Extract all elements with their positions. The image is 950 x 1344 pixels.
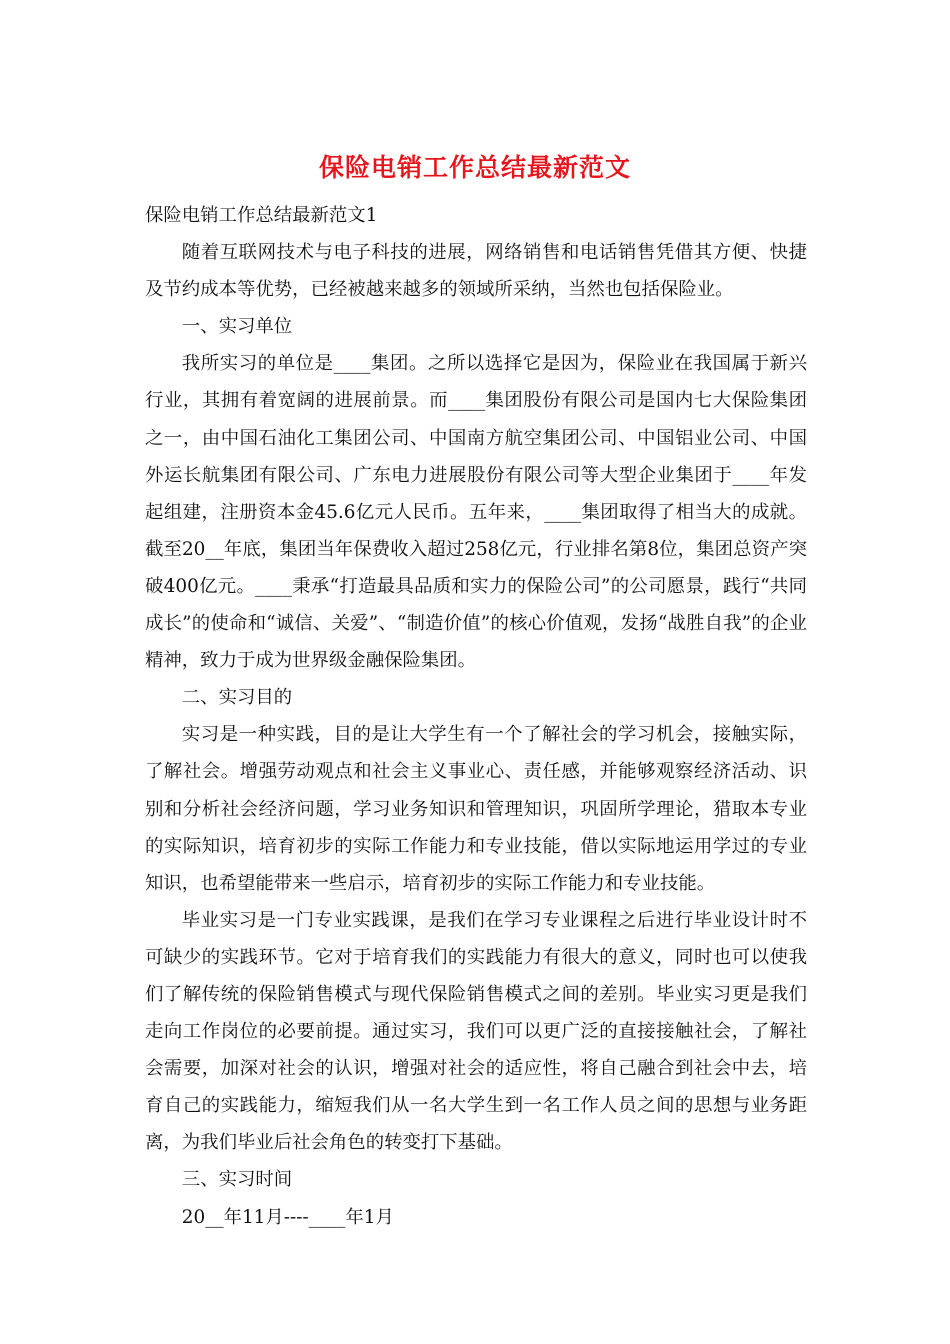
document-body [145, 197, 807, 1236]
paragraph: 毕业实习是一门专业实践课，是我们在学习专业课程之后进行毕业设计时不可缺少的实践环节。它对于培育我们的实践能力有很大的意义，同时也可以使我们了解传统的保险销售模式与现代保险销售模式之间的差别。毕业实习更是我们走向工作岗位的必要前提。通过实习，我们可以更广泛的直接接触社会，了解社会需要，加深对社会的认识，增强对社会的适应性，将自己融合到社会中去，培育自己的实践能力，缩短我们从一名大学生到一名工作人员之间的思想与业务距离，为我们毕业后社会角色的转变打下基础。 [145, 909, 807, 1154]
document-title: 保险电销工作总结最新范文 [318, 153, 631, 182]
paragraph: 我所实习的单位是____集团。之所以选择它是因为，保险业在我国属于新兴行业，其拥有着宽阔的进展前景。而____集团股份有限公司是国内七大保险集团之一，由中国石油化工集团公司、中国南方航空集团公司、中国铝业公司、中国外运长航集团有限公司、广东电力进展股份有限公司等大型企业集团于____年发起组建，注册资本金45.6亿元人民币。五年来，____集团取得了相当大的成就。截至20__年底，集团当年保费收入超过258亿元，行业排名第8位，集团总资产突破400亿元。____秉承“打造最具品质和实力的保险公司”的公司愿景，践行“共同成长”的使命和“诚信、关爱”、“制造价值”的核心价值观，发扬“战胜自我”的企业精神，致力于成为世界级金融保险集团。 [145, 353, 807, 672]
paragraph: 随着互联网技术与电子科技的进展，网络销售和电话销售凭借其方便、快捷及节约成本等优势，已经被越来越多的领域所采纳，当然也包括保险业。 [145, 242, 807, 301]
paragraph: 保险电销工作总结最新范文1 [145, 205, 378, 226]
paragraph: 实习是一种实践，目的是让大学生有一个了解社会的学习机会，接触实际，了解社会。增强劳动观点和社会主义事业心、责任感，并能够观察经济活动、识别和分析社会经济问题，学习业务知识和管理知识，巩固所学理论，猎取本专业的实际知识，培育初步的实际工作能力和专业技能，借以实际地运用学过的专业知识，也希望能带来一些启示，培育初步的实际工作能力和专业技能。 [145, 724, 807, 894]
section-heading: 三、实习时间 [181, 1169, 293, 1191]
paragraph: 20__年11月----____年1月 [181, 1206, 394, 1228]
section-heading: 二、实习目的 [181, 687, 293, 709]
section-heading: 一、实习单位 [181, 316, 293, 338]
